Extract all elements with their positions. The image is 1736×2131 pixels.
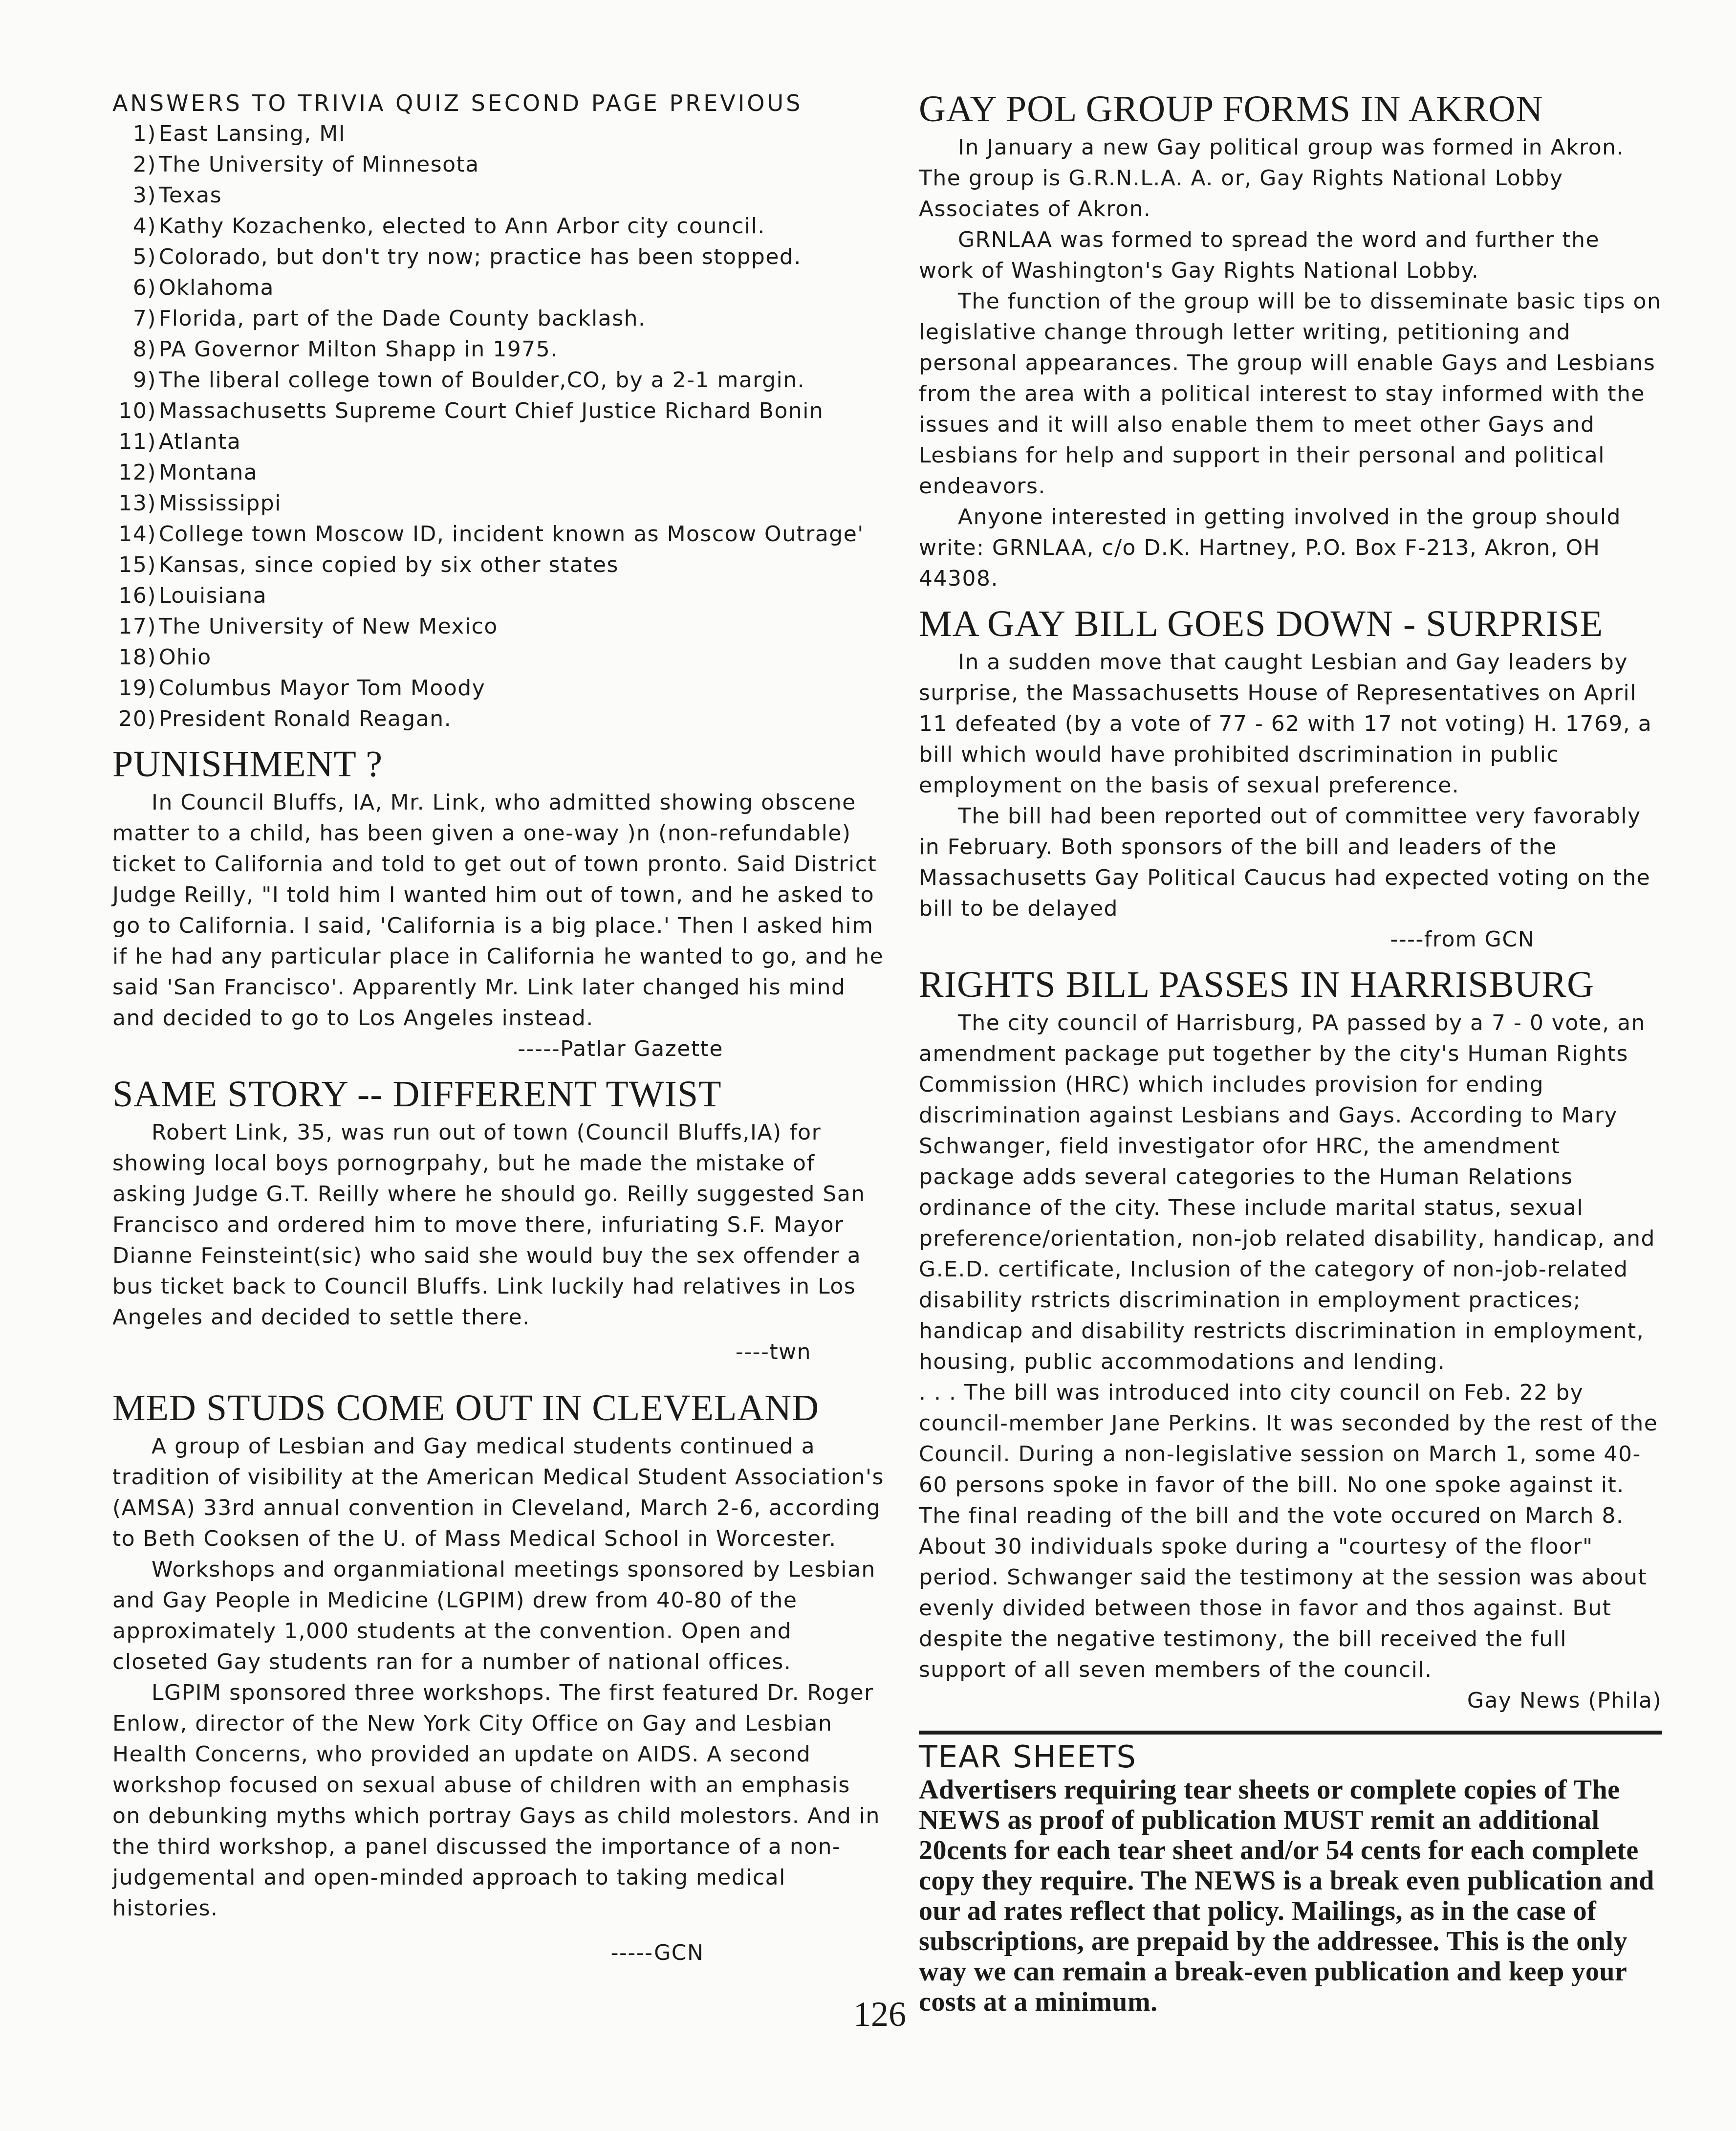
list-item: 17) The University of New Mexico <box>118 614 498 639</box>
article-credit: Gay News (Phila) <box>1467 1688 1662 1713</box>
tear-sheets-notice: Advertisers requiring tear sheets or complete copies of The NEWS as proof of publication MUST remit an additional 20cents for each tear sheet and/or 54 cents for each complete copy they require. The NEWS is a break even publication and our ad rates reflect that policy. Mailings, as in the case of subscriptions, are prepaid by the addressee. This is the only way we can remain a break-even publication and keep your costs at a minimum. <box>919 1775 1654 2017</box>
list-item: 12) Montana <box>118 460 258 485</box>
section-divider <box>919 1731 1662 1735</box>
list-item: 7) Florida, part of the Dade County backlash. <box>132 306 646 331</box>
list-item: 18) Ohio <box>118 645 212 670</box>
rights-bill-article <box>919 1008 1662 1716</box>
list-item: 3) Texas <box>132 183 222 208</box>
ma-bill-article <box>919 647 1662 955</box>
article-paragraph: The bill had been reported out of committee very favorably in February. Both sponsors of the bill and leaders of the Massachusetts Gay Political Caucus had expected voting on the bill to be delayed <box>919 804 1651 921</box>
list-item: 4) Kathy Kozachenko, elected to Ann Arbor city council. <box>132 214 765 239</box>
article-credit: ----from GCN <box>1390 927 1535 952</box>
article-credit: ----twn <box>735 1340 811 1364</box>
tear-sheets-headline: TEAR SHEETS <box>919 1739 1137 1775</box>
article-paragraph: Robert Link, 35, was run out of town (Council Bluffs,IA) for showing local boys pornogrpahy, but he made the mistake of asking Judge G.T. Reilly where he should go. Reilly suggested San Francisco and ordered him to move there, infuriating S.F. Mayor Dianne Feinsteint(sic) who said she would buy the sex offender a bus ticket back to Council Bluffs. Link luckily had relatives in Los Angeles and decided to settle there. <box>112 1120 866 1330</box>
article-paragraph: The city council of Harrisburg, PA passed by a 7 - 0 vote, an amendment package put together by the city's Human Rights Commission (HRC) which includes provision for ending discrimination against Lesbians and Gays. According to Mary Schwanger, field investigator ofor HRC, the amendment package adds several categories to the Human Relations ordinance of the city. These include marital status, sexual preference/orientation, non-job related disability, handicap, and G.E.D. certificate, Inclusion of the category of non-job-related disability rstricts discrimination in employment practices; handicap and disability restricts discrimination in employment, housing, public accommodations and lending. <box>919 1011 1655 1374</box>
article-paragraph: Anyone interested in getting involved in the group should write: GRNLAA, c/o D.K. Hartney, P.O. Box F-213, Akron, OH 44308. <box>919 505 1621 591</box>
list-item: 19) Columbus Mayor Tom Moody <box>118 676 486 701</box>
article-paragraph: In Council Bluffs, IA, Mr. Link, who admitted showing obscene matter to a child, has been given a one-way )n (non-refundable) ticket to California and told to get out of town pronto. Said District Judge Reilly, "I told him I wanted him out of town, and he asked to go to California. I said, 'California is a big place.' Then I asked him if he had any particular place in California he wanted to go, and he said 'San Francisco'. Apparently Mr. Link later changed his mind and decided to go to Los Angeles instead. <box>112 790 884 1031</box>
punishment-headline: PUNISHMENT ? <box>112 744 383 785</box>
article-paragraph: GRNLAA was formed to spread the word and further the work of Washington's Gay Rights National Lobby. <box>919 227 1600 283</box>
trivia-answers-heading: ANSWERS TO TRIVIA QUIZ SECOND PAGE PREVIOUS <box>112 90 803 116</box>
list-item: 8) PA Governor Milton Shapp in 1975. <box>132 337 558 362</box>
same-story-headline: SAME STORY -- DIFFERENT TWIST <box>112 1074 722 1115</box>
article-paragraph: Workshops and organmiational meetings sponsored by Lesbian and Gay People in Medicine (LGPIM) drew from 40-80 of the approximately 1,000 students at the convention. Open and closeted Gay students ran for a number of national offices. <box>112 1557 876 1674</box>
same-story-article <box>112 1117 885 1367</box>
med-studs-article <box>112 1431 885 1968</box>
article-paragraph: In a sudden move that caught Lesbian and Gay leaders by surprise, the Massachusetts House of Representatives on April 11 defeated (by a vote of 77 - 62 with 17 not voting) H. 1769, a bill which would have prohibited dscrimination in public employment on the basis of sexual preference. <box>919 650 1652 798</box>
article-paragraph: In January a new Gay political group was formed in Akron. The group is G.R.N.L.A. A. or, Gay Rights National Lobby Associates of Akron. <box>919 135 1625 221</box>
article-paragraph: A group of Lesbian and Gay medical students continued a tradition of visibility at the American Medical Student Association's (AMSA) 33rd annual convention in Cleveland, March 2-6, according to Beth Cooksen of the U. of Mass Medical School in Worcester. <box>112 1434 884 1551</box>
med-studs-headline: MED STUDS COME OUT IN CLEVELAND <box>112 1387 820 1428</box>
list-item: 9) The liberal college town of Boulder,CO, by a 2-1 margin. <box>132 368 805 393</box>
right-column <box>919 88 1662 2017</box>
ma-bill-headline: MA GAY BILL GOES DOWN - SURPRISE <box>919 603 1604 644</box>
gay-pol-article <box>919 132 1662 594</box>
list-item: 11) Atlanta <box>118 429 241 454</box>
list-item: 13) Mississippi <box>118 491 282 516</box>
list-item: 1) East Lansing, MI <box>132 121 346 146</box>
left-column <box>112 88 885 1968</box>
rights-bill-headline: RIGHTS BILL PASSES IN HARRISBURG <box>919 964 1594 1005</box>
list-item: 15) Kansas, since copied by six other states <box>118 552 619 577</box>
list-item: 10) Massachusetts Supreme Court Chief Justice Richard Bonin <box>118 398 824 423</box>
article-credit: -----GCN <box>610 1940 704 1965</box>
article-paragraph: LGPIM sponsored three workshops. The first featured Dr. Roger Enlow, director of the New York City Office on Gay and Lesbian Health Concerns, who provided an update on AIDS. A second workshop focused on sexual abuse of children with an emphasis on debunking myths which portray Gays as child molestors. And in the third workshop, a panel discussed the importance of a non-judgemental and open-minded approach to taking medical histories. <box>112 1680 880 1921</box>
list-item: 5) Colorado, but don't try now; practice has been stopped. <box>132 244 802 269</box>
punishment-article <box>112 787 885 1064</box>
gay-pol-headline: GAY POL GROUP FORMS IN AKRON <box>919 88 1543 130</box>
list-item: 14) College town Moscow ID, incident known as Moscow Outrage' <box>118 522 864 547</box>
article-paragraph: . . . The bill was introduced into city council on Feb. 22 by council-member Jane Perkins. It was seconded by the rest of the Council. During a non-legislative session on March 1, some 40-60 persons spoke in favor of the bill. No one spoke against it. The final reading of the bill and the vote occured on March 8. About 30 individuals spoke during a "courtesy of the floor" period. Schwanger said the testimony at the session was about evenly divided between those in favor and thos against. But despite the negative testimony, the bill received the full support of all seven members of the council. <box>919 1380 1658 1682</box>
list-item: 2) The University of Minnesota <box>132 152 479 177</box>
article-paragraph: The function of the group will be to disseminate basic tips on legislative change through letter writing, petitioning and personal appearances. The group will enable Gays and Lesbians from the area with a political interest to stay informed with the issues and it will also enable them to meet other Gays and Lesbians for help and support in their personal and political endeavors. <box>919 289 1662 499</box>
list-item: 20) President Ronald Reagan. <box>118 706 452 731</box>
trivia-answers-list <box>112 118 885 734</box>
list-item: 16) Louisiana <box>118 583 267 608</box>
article-credit: -----Patlar Gazette <box>518 1036 723 1061</box>
list-item: 6) Oklahoma <box>132 275 274 300</box>
page-number: 126 <box>853 1995 906 2034</box>
